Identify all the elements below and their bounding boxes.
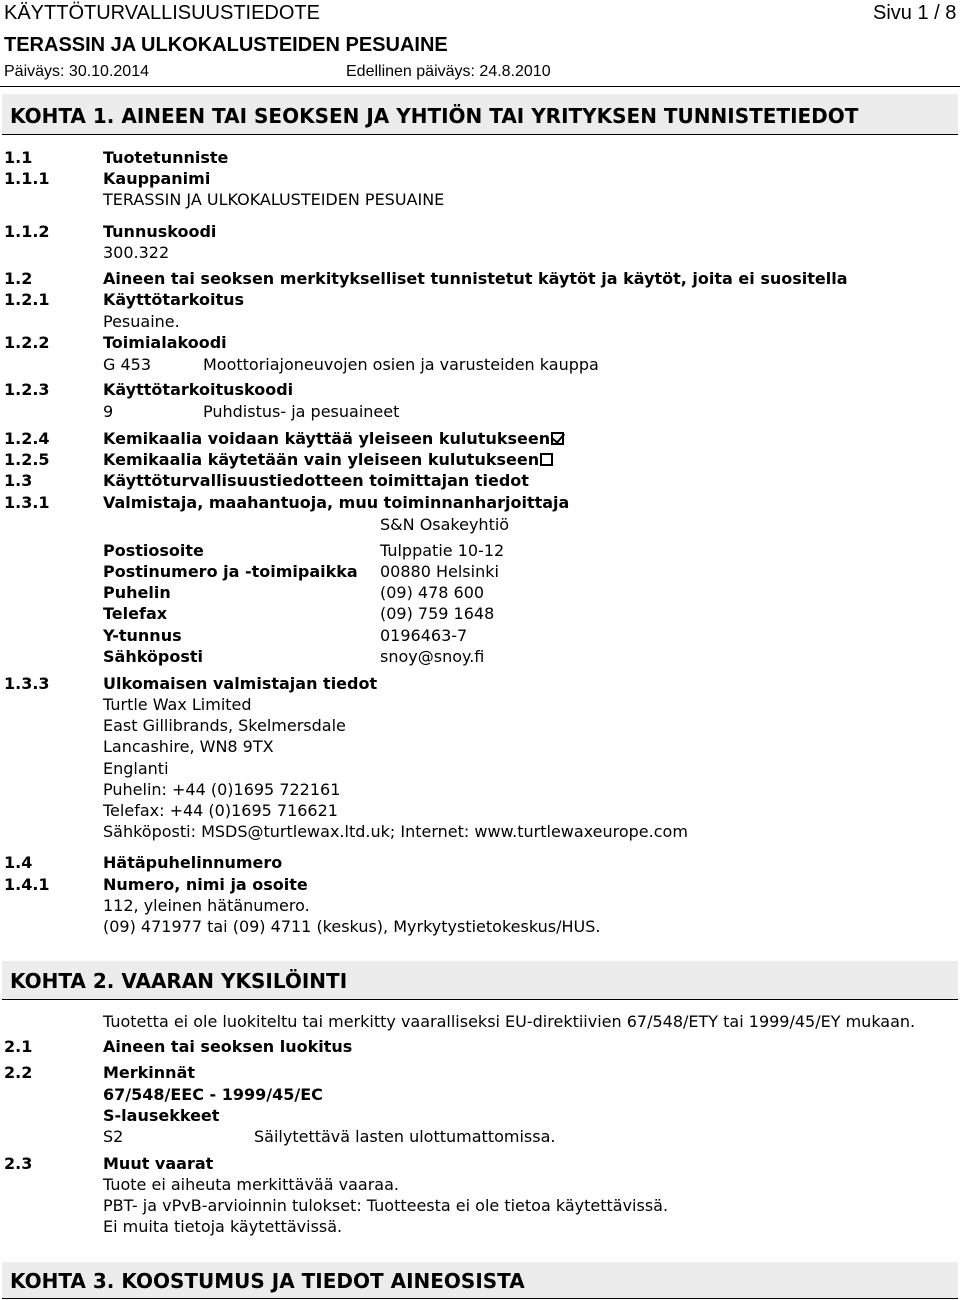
other-hazard-line: Ei muita tietoja käytettävissä. <box>103 1217 343 1236</box>
consumer-only-row <box>103 450 553 470</box>
checked-checkbox-icon <box>551 432 564 445</box>
item-label: Tuotetunniste <box>103 148 229 167</box>
emergency-line: 112, yleinen hätänumero. <box>103 896 310 915</box>
item-number: 1.3 <box>4 471 33 490</box>
contact-value: 00880 Helsinki <box>380 562 499 581</box>
section-1-header <box>2 94 958 135</box>
item-number: 2.3 <box>4 1154 33 1173</box>
item-number: 1.2.3 <box>4 380 50 399</box>
manufacturer-line: East Gillibrands, Skelmersdale <box>103 716 346 735</box>
emergency-line: (09) 471977 tai (09) 4711 (keskus), Myrkytystietokeskus/HUS. <box>103 917 601 936</box>
item-label: Kauppanimi <box>103 169 211 188</box>
contact-label: Postinumero ja -toimipaikka <box>103 562 358 581</box>
item-label: Numero, nimi ja osoite <box>103 875 308 894</box>
item-number: 1.4 <box>4 853 33 872</box>
item-number: 1.2.1 <box>4 290 50 309</box>
item-label: Käyttötarkoitus <box>103 290 245 309</box>
item-number: 1.2.5 <box>4 450 50 469</box>
previous-date: Edellinen päiväys: 24.8.2010 <box>346 63 551 80</box>
contact-value: (09) 478 600 <box>380 583 485 602</box>
other-hazard-line: PBT- ja vPvB-arvioinnin tulokset: Tuotteesta ei ole tietoa käytettävissä. <box>103 1196 669 1215</box>
item-label: Kemikaalia käytetään vain yleiseen kulutukseen <box>103 450 540 469</box>
company-name: S&N Osakeyhtiö <box>380 515 510 534</box>
contact-value: Tulppatie 10-12 <box>380 541 505 560</box>
use-code: 9 <box>103 402 114 421</box>
item-number: 2.2 <box>4 1063 33 1082</box>
manufacturer-line: Telefax: +44 (0)1695 716621 <box>103 801 338 820</box>
item-number: 1.1 <box>4 148 33 167</box>
product-title: TERASSIN JA ULKOKALUSTEIDEN PESUAINE <box>4 34 448 56</box>
document-type: KÄYTTÖTURVALLISUUSTIEDOTE <box>4 2 320 24</box>
contact-value: (09) 759 1648 <box>380 604 495 623</box>
contact-label: Postiosoite <box>103 541 204 560</box>
item-label: Ulkomaisen valmistajan tiedot <box>103 674 378 693</box>
industry-description: Moottoriajoneuvojen osien ja varusteiden kauppa <box>203 355 599 374</box>
section-3-header <box>2 1262 958 1299</box>
use-code-description: Puhdistus- ja pesuaineet <box>203 402 400 421</box>
contact-label: Sähköposti <box>103 647 204 666</box>
contact-label: Puhelin <box>103 583 171 602</box>
classification-intro: Tuotetta ei ole luokiteltu tai merkitty vaaralliseksi EU-direktiivien 67/548/ETY tai 1999/45/EY mukaan. <box>103 1012 916 1031</box>
item-label: Toimialakoodi <box>103 333 227 352</box>
empty-checkbox-icon <box>540 453 553 466</box>
s-phrase-text: Säilytettävä lasten ulottumattomissa. <box>254 1127 556 1146</box>
item-label: Tunnuskoodi <box>103 222 217 241</box>
page-number: Sivu 1 / 8 <box>873 2 957 24</box>
item-label: Aineen tai seoksen merkitykselliset tunnistetut käytöt ja käytöt, joita ei suositella <box>103 269 848 288</box>
section-1-title: KOHTA 1. AINEEN TAI SEOKSEN JA YHTIÖN TAI YRITYKSEN TUNNISTETIEDOT <box>10 104 859 128</box>
item-label: Hätäpuhelinnumero <box>103 853 283 872</box>
directive-label: 67/548/EEC - 1999/45/EC <box>103 1085 323 1104</box>
item-label: Merkinnät <box>103 1063 196 1082</box>
section-2-header <box>2 961 958 1000</box>
s-phrases-label: S-lausekkeet <box>103 1106 220 1125</box>
manufacturer-line: Englanti <box>103 759 169 778</box>
section-3-title: KOHTA 3. KOOSTUMUS JA TIEDOT AINEOSISTA <box>10 1269 525 1293</box>
s-phrase-code: S2 <box>103 1127 124 1146</box>
contact-label: Telefax <box>103 604 168 623</box>
item-label: Käyttötarkoituskoodi <box>103 380 294 399</box>
manufacturer-line: Puhelin: +44 (0)1695 722161 <box>103 780 341 799</box>
item-label: Aineen tai seoksen luokitus <box>103 1037 353 1056</box>
trade-name-value: TERASSIN JA ULKOKALUSTEIDEN PESUAINE <box>103 190 445 209</box>
item-label: Muut vaarat <box>103 1154 214 1173</box>
contact-label: Y-tunnus <box>103 626 182 645</box>
issue-date: Päiväys: 30.10.2014 <box>4 63 149 80</box>
item-label: Käyttöturvallisuustiedotteen toimittajan tiedot <box>103 471 529 490</box>
item-number: 1.1.2 <box>4 222 50 241</box>
item-number: 1.1.1 <box>4 169 50 188</box>
item-label: Valmistaja, maahantuoja, muu toiminnanharjoittaja <box>103 493 570 512</box>
use-value: Pesuaine. <box>103 312 180 331</box>
product-code-value: 300.322 <box>103 243 170 262</box>
other-hazard-line: Tuote ei aiheuta merkittävää vaaraa. <box>103 1175 399 1194</box>
manufacturer-line: Lancashire, WN8 9TX <box>103 737 274 756</box>
item-number: 1.4.1 <box>4 875 50 894</box>
item-label: Kemikaalia voidaan käyttää yleiseen kulutukseen <box>103 429 551 448</box>
item-number: 1.3.3 <box>4 674 50 693</box>
manufacturer-line: Turtle Wax Limited <box>103 695 252 714</box>
header-divider <box>0 86 960 87</box>
item-number: 1.2.2 <box>4 333 50 352</box>
item-number: 1.3.1 <box>4 493 50 512</box>
manufacturer-line: Sähköposti: MSDS@turtlewax.ltd.uk; Internet: www.turtlewaxeurope.com <box>103 822 688 841</box>
item-number: 2.1 <box>4 1037 33 1056</box>
contact-value: 0196463-7 <box>380 626 468 645</box>
consumer-use-row <box>103 429 564 449</box>
section-2-title: KOHTA 2. VAARAN YKSILÖINTI <box>10 969 348 993</box>
industry-code: G 453 <box>103 355 152 374</box>
contact-value: snoy@snoy.fi <box>380 647 485 666</box>
item-number: 1.2 <box>4 269 33 288</box>
item-number: 1.2.4 <box>4 429 50 448</box>
